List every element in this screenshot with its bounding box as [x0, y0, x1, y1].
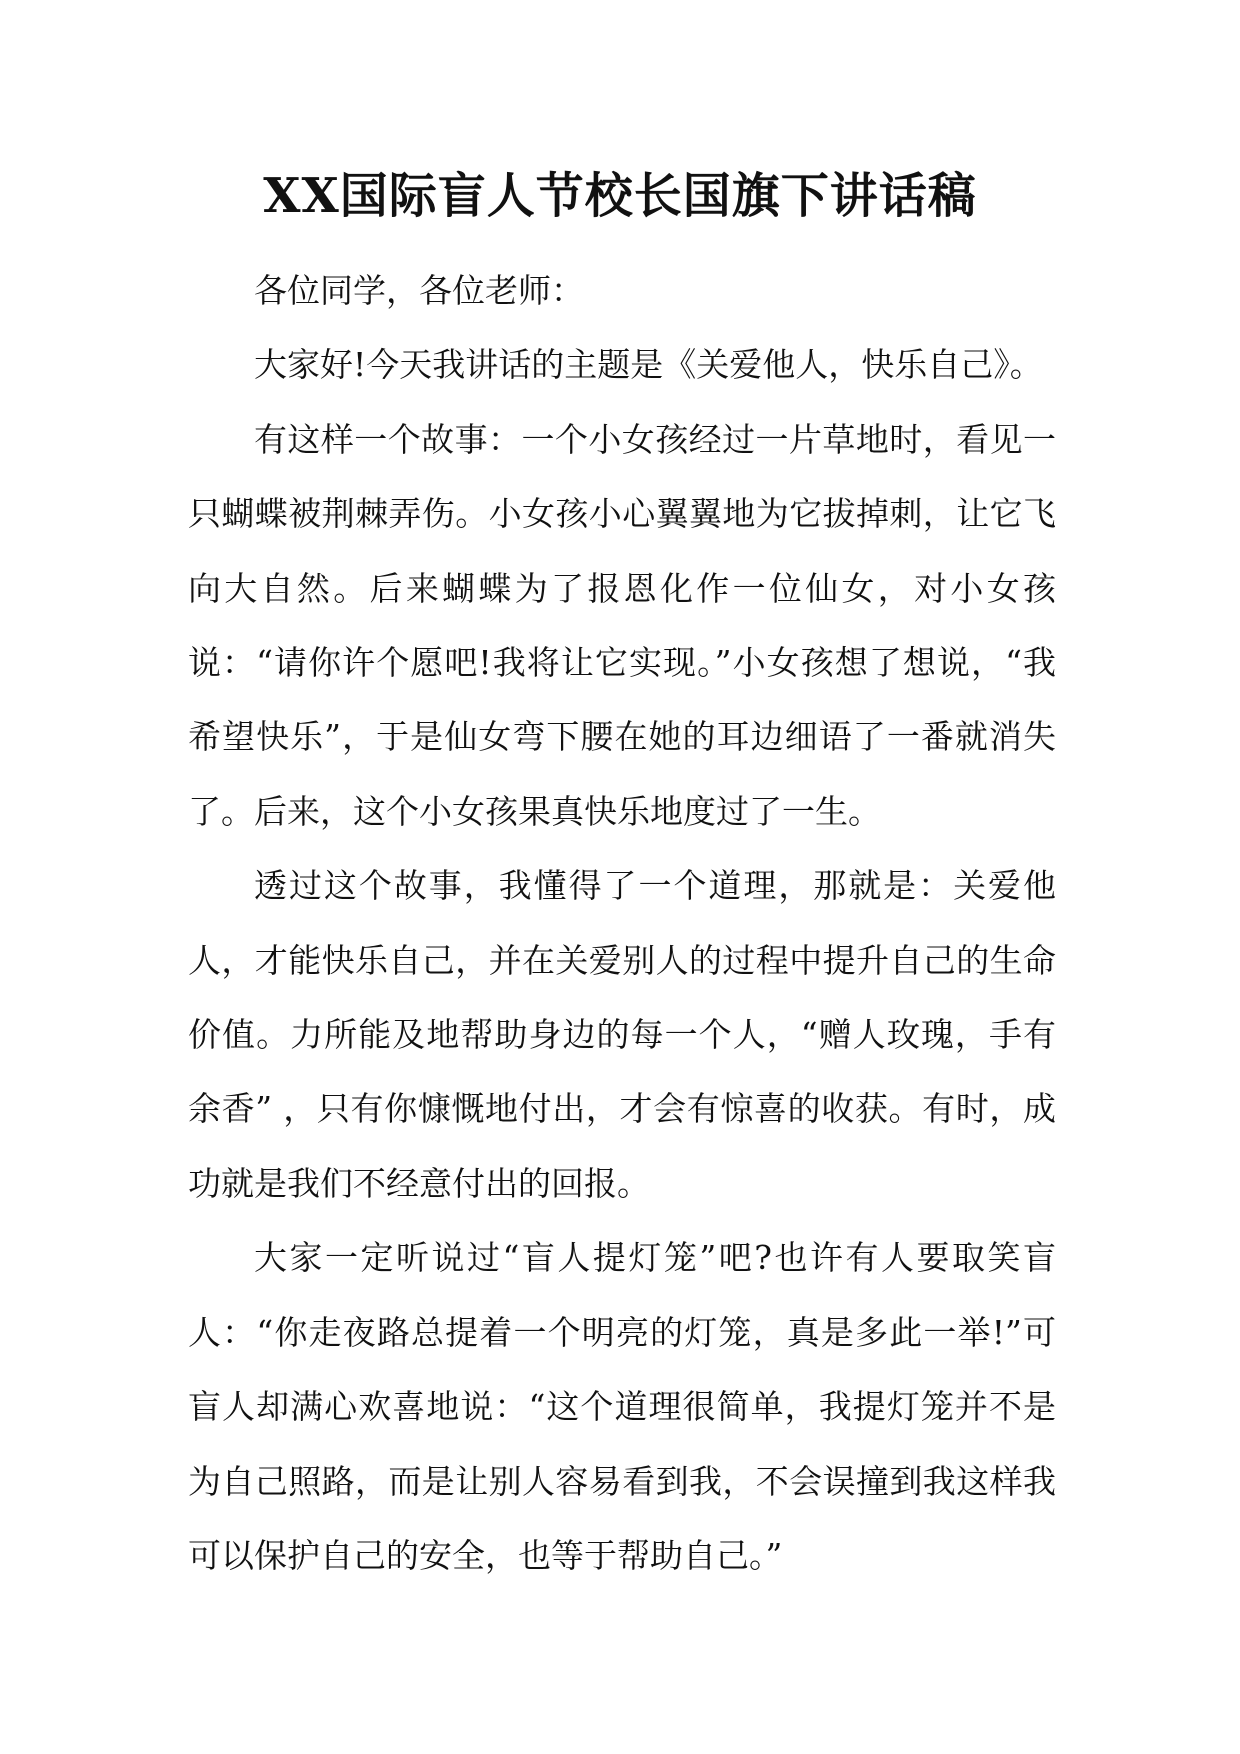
paragraph-story: 有这样一个故事：一个小女孩经过一片草地时，看见一只蝴蝶被荆棘弄伤。小女孩小心翼翼地为它拔掉刺，让它飞向大自然。后来蝴蝶为了报恩化作一位仙女，对小女孩说：“请你许个愿吧!我将让它实现。”小女孩想了想说，“我希望快乐”，于是仙女弯下腰在她的耳边细语了一番就消失了。后来，这个小女孩果真快乐地度过了一生。	[188, 419, 1056, 831]
paragraph-lesson: 透过这个故事，我懂得了一个道理，那就是：关爱他人，才能快乐自己，并在关爱别人的过程中提升自己的生命价值。力所能及地帮助身边的每一个人，“赠人玫瑰，手有余香” ，只有你慷慨地付出，才会有惊喜的收获。有时，成功就是我们不经意付出的回报。	[188, 866, 1056, 1203]
paragraph-topic: 大家好!今天我讲话的主题是《关爱他人，快乐自己》。	[254, 345, 1043, 385]
paragraph-lantern: 大家一定听说过“盲人提灯笼”吧?也许有人要取笑盲人：“你走夜路总提着一个明亮的灯笼，真是多此一举!”可盲人却满心欢喜地说：“这个道理很简单，我提灯笼并不是为自己照路，而是让别人容易看到我，不会误撞到我这样我可以保护自己的安全，也等于帮助自己。”	[188, 1238, 1056, 1575]
paragraph-greeting: 各位同学，各位老师：	[254, 271, 584, 310]
document-title: XX国际盲人节校长国旗下讲话稿	[263, 168, 977, 224]
document-body	[188, 254, 1056, 1593]
